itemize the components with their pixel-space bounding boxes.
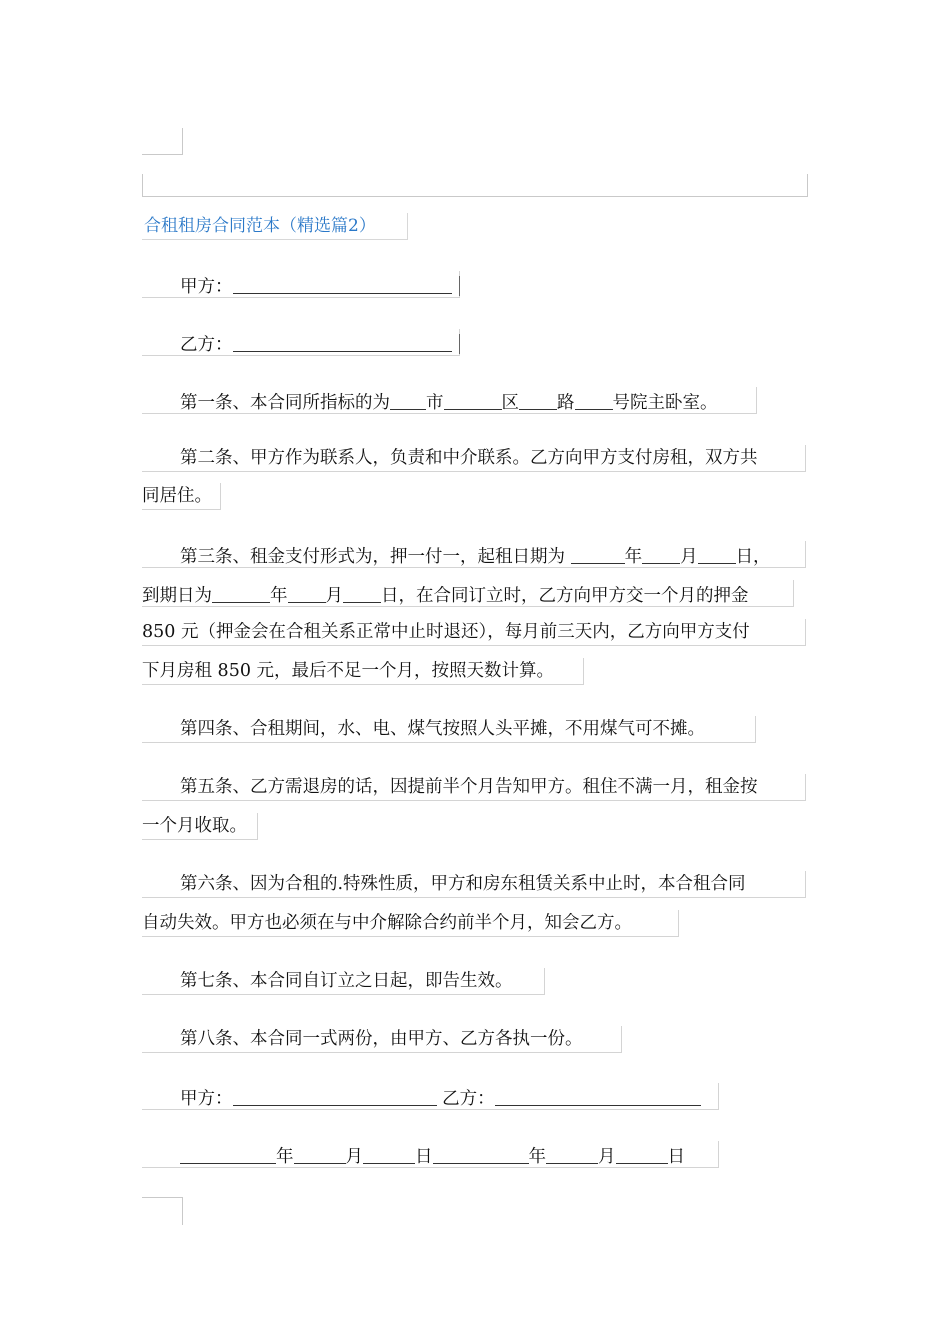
signature-party-a-blank xyxy=(233,1085,437,1106)
party-a-blank-end xyxy=(459,276,460,296)
signature-party-b-blank xyxy=(495,1085,701,1106)
clause-3-line-2: 到期日为 年 月 日，在合同订立时，乙方向甲方交一个月的押金 xyxy=(142,580,794,607)
header-rule xyxy=(142,174,808,197)
page-corner-mark-bottom xyxy=(142,1197,183,1225)
clause-6-line-2: 自动失效。甲方也必须在与中介解除合约前半个月，知会乙方。 xyxy=(142,910,679,937)
party-a-line xyxy=(142,271,460,298)
signature-line xyxy=(142,1083,719,1110)
clause-4: 第四条、合租期间，水、电、煤气按照人头平摊，不用煤气可不摊。 xyxy=(142,716,756,743)
party-a-blank xyxy=(233,273,452,294)
party-b-blank xyxy=(233,331,452,352)
clause-5-line-2: 一个月收取。 xyxy=(142,813,258,840)
signature-party-b-label: 乙方： xyxy=(442,1089,495,1109)
party-b-label: 乙方： xyxy=(180,335,233,355)
party-a-label: 甲方： xyxy=(180,277,233,297)
date-line: 年 月 日 年 月 日 xyxy=(142,1141,719,1168)
signature-party-a-label: 甲方： xyxy=(180,1089,233,1109)
clause-3-line-1: 第三条、租金支付形式为，押一付一，起租日期为 年 月 日， xyxy=(142,541,806,568)
clause-7: 第七条、本合同自订立之日起，即告生效。 xyxy=(142,968,545,995)
clause-3-line-4: 下月房租 850 元，最后不足一个月，按照天数计算。 xyxy=(142,658,584,685)
clause-8: 第八条、本合同一式两份，由甲方、乙方各执一份。 xyxy=(142,1026,622,1053)
clause-2-line-2: 同居住。 xyxy=(142,483,221,510)
party-b-blank-end xyxy=(459,334,460,354)
clause-3-line-3: 850 元（押金会在合租关系正常中止时退还），每月前三天内，乙方向甲方支付 xyxy=(142,619,806,646)
document-title: 合租租房合同范本（精选篇2） xyxy=(142,213,408,240)
party-b-line xyxy=(142,329,460,356)
clause-6-line-1: 第六条、因为合租的.特殊性质，甲方和房东租赁关系中止时，本合租合同 xyxy=(142,871,806,898)
clause-1: 第一条、本合同所指标的为 市 区 路 号院主卧室。 xyxy=(142,387,757,414)
clause-2-line-1: 第二条、甲方作为联系人，负责和中介联系。乙方向甲方支付房租，双方共 xyxy=(142,445,806,472)
clause-5-line-1: 第五条、乙方需退房的话，因提前半个月告知甲方。租住不满一月，租金按 xyxy=(142,774,806,801)
page-corner-mark-top xyxy=(142,128,183,155)
